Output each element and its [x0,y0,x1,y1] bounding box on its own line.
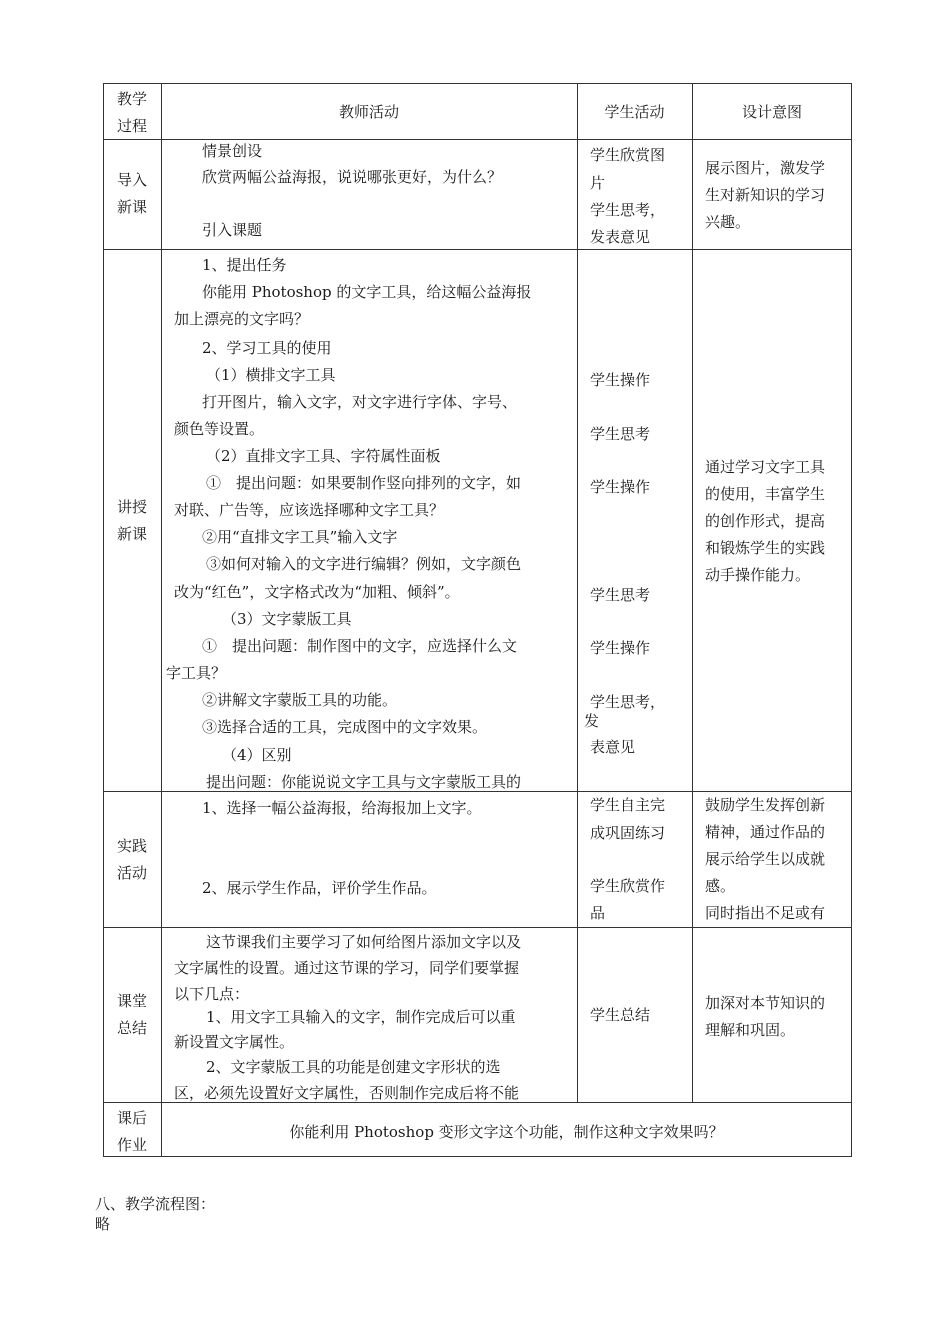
row2-teacher-line-11: ②用“直排文字工具”输入文字 [202,528,398,546]
row2-student-line-6: 学生思考， [590,693,666,711]
row2-teacher-line-17: ②讲解文字蒙版工具的功能。 [202,691,398,709]
header-teacher: 教师活动 [338,103,399,121]
row2-student-line-8: 表意见 [590,738,636,756]
row2-stage-line-2: 新课 [116,525,147,543]
row2-teacher-line-18: ③选择合适的工具，完成图中的文字效果。 [202,718,488,736]
row1-design-line-3: 兴趣。 [705,213,751,231]
row1-design-line-1: 展示图片，激发学 [705,159,826,177]
row4-teacher-line-3: 以下几点： [174,985,250,1003]
row3-design-line-2: 精神，通过作品的 [705,823,826,841]
row3-teacher-line-2: 2、展示学生作品，评价学生作品。 [202,879,437,897]
section-body: 略 [95,1215,111,1233]
row2-design-line-2: 的使用，丰富学生 [705,485,826,503]
row4-design-line-1: 加深对本节知识的 [705,994,826,1012]
row2-teacher-line-20: 提出问题：你能说说文字工具与文字蒙版工具的 [206,773,522,791]
row2-teacher-line-14: （3）文字蒙版工具 [222,610,352,628]
row2-design-line-1: 通过学习文字工具 [705,458,826,476]
row2-teacher-line-16: 字工具？ [166,664,227,682]
row5-homework-text: 你能利用 Photoshop 变形文字这个功能，制作这种文字效果吗？ [289,1123,724,1141]
row4-student-line-1: 学生总结 [590,1006,651,1024]
row2-design-line-4: 和锻炼学生的实践 [705,539,826,557]
row1-teacher-line-1: 情景创设 [202,142,263,160]
row3-student-line-4: 品 [590,904,606,922]
row5-stage-line-2: 作业 [116,1136,147,1154]
row1-student-line-3: 学生思考， [590,201,666,219]
row2-teacher-line-19: （4）区别 [222,746,292,764]
row3-stage-line-1: 实践 [116,837,147,855]
row3-student-line-2: 成巩固练习 [590,824,666,842]
row3-stage-line-2: 活动 [116,864,147,882]
row2-teacher-line-10: 对联、广告等，应该选择哪种文字工具？ [174,501,445,519]
row2-student-line-2: 学生思考 [590,425,651,443]
row1-teacher-line-2: 欣赏两幅公益海报，说说哪张更好，为什么？ [202,168,503,186]
row2-teacher-line-12: ③如何对输入的文字进行编辑？例如，文字颜色 [206,555,522,573]
row5-stage-line-1: 课后 [116,1109,147,1127]
row4-teacher-line-6: 2、文字蒙版工具的功能是创建文字形状的选 [206,1058,501,1076]
row2-student-line-5: 学生操作 [590,639,651,657]
header-design: 设计意图 [741,103,802,121]
row4-design-line-2: 理解和巩固。 [705,1021,796,1039]
row1-student-line-2: 片 [590,174,606,192]
row4-teacher-line-1: 这节课我们主要学习了如何给图片添加文字以及 [206,933,522,951]
row1-student-line-4: 发表意见 [590,228,651,246]
row2-teacher-line-6: 打开图片，输入文字，对文字进行字体、字号、 [202,393,518,411]
row2-stage-line-1: 讲授 [116,498,147,516]
row4-stage-line-2: 总结 [116,1019,147,1037]
row3-design-line-5: 同时指出不足或有 [705,904,826,922]
row2-teacher-line-1: 1、提出任务 [202,256,287,274]
row3-student-line-1: 学生自主完 [590,796,666,814]
row3-teacher-line-1: 1、选择一幅公益海报，给海报加上文字。 [202,799,482,817]
row4-teacher-line-4: 1、用文字工具输入的文字，制作完成后可以重 [206,1008,516,1026]
row1-stage-line-1: 导入 [116,171,147,189]
row4-teacher-line-5: 新设置文字属性。 [174,1033,295,1051]
row2-student-line-1: 学生操作 [590,371,651,389]
section-heading: 八、教学流程图： [95,1195,216,1213]
row2-teacher-line-3: 加上漂亮的文字吗？ [174,310,310,328]
row2-design-line-5: 动手操作能力。 [705,566,811,584]
row2-teacher-line-2: 你能用 Photoshop 的文字工具，给这幅公益海报 [202,283,532,301]
row1-student-line-1: 学生欣赏图 [590,146,666,164]
row3-design-line-4: 感。 [705,877,736,895]
header-stage-line-2: 过程 [116,117,147,135]
row4-stage-line-1: 课堂 [116,992,147,1010]
row4-teacher-line-7: 区，必须先设置好文字属性，否则制作完成后将不能 [174,1084,520,1102]
row2-teacher-line-15: ① 提出问题：制作图中的文字，应选择什么文 [202,637,518,655]
row3-student-line-3: 学生欣赏作 [590,877,666,895]
row2-teacher-line-9: ① 提出问题：如果要制作竖向排列的文字，如 [206,474,522,492]
row2-teacher-line-8: （2）直排文字工具、字符属性面板 [206,447,441,465]
row4-design-cell [692,927,852,1102]
row2-student-line-4: 学生思考 [590,586,651,604]
row2-teacher-line-7: 颜色等设置。 [174,420,265,438]
row4-teacher-line-2: 文字属性的设置。通过这节课的学习，同学们要掌握 [174,959,520,977]
row1-stage-line-2: 新课 [116,198,147,216]
row1-teacher-line-3: 引入课题 [202,221,263,239]
row3-design-line-3: 展示给学生以成就 [705,850,826,868]
row2-design-line-3: 的创作形式，提高 [705,512,826,530]
row2-teacher-line-4: 2、学习工具的使用 [202,339,332,357]
row2-teacher-cell [161,249,577,791]
row3-design-line-1: 鼓励学生发挥创新 [705,796,826,814]
header-student: 学生活动 [604,103,665,121]
row2-student-line-3: 学生操作 [590,478,651,496]
row2-teacher-line-13: 改为“红色”，文字格式改为“加粗、倾斜”。 [174,583,460,601]
row2-teacher-line-5: （1）横排文字工具 [206,366,336,384]
row2-student-line-7: 发 [584,712,600,730]
row1-design-line-2: 生对新知识的学习 [705,186,826,204]
header-stage-line-1: 教学 [116,90,147,108]
